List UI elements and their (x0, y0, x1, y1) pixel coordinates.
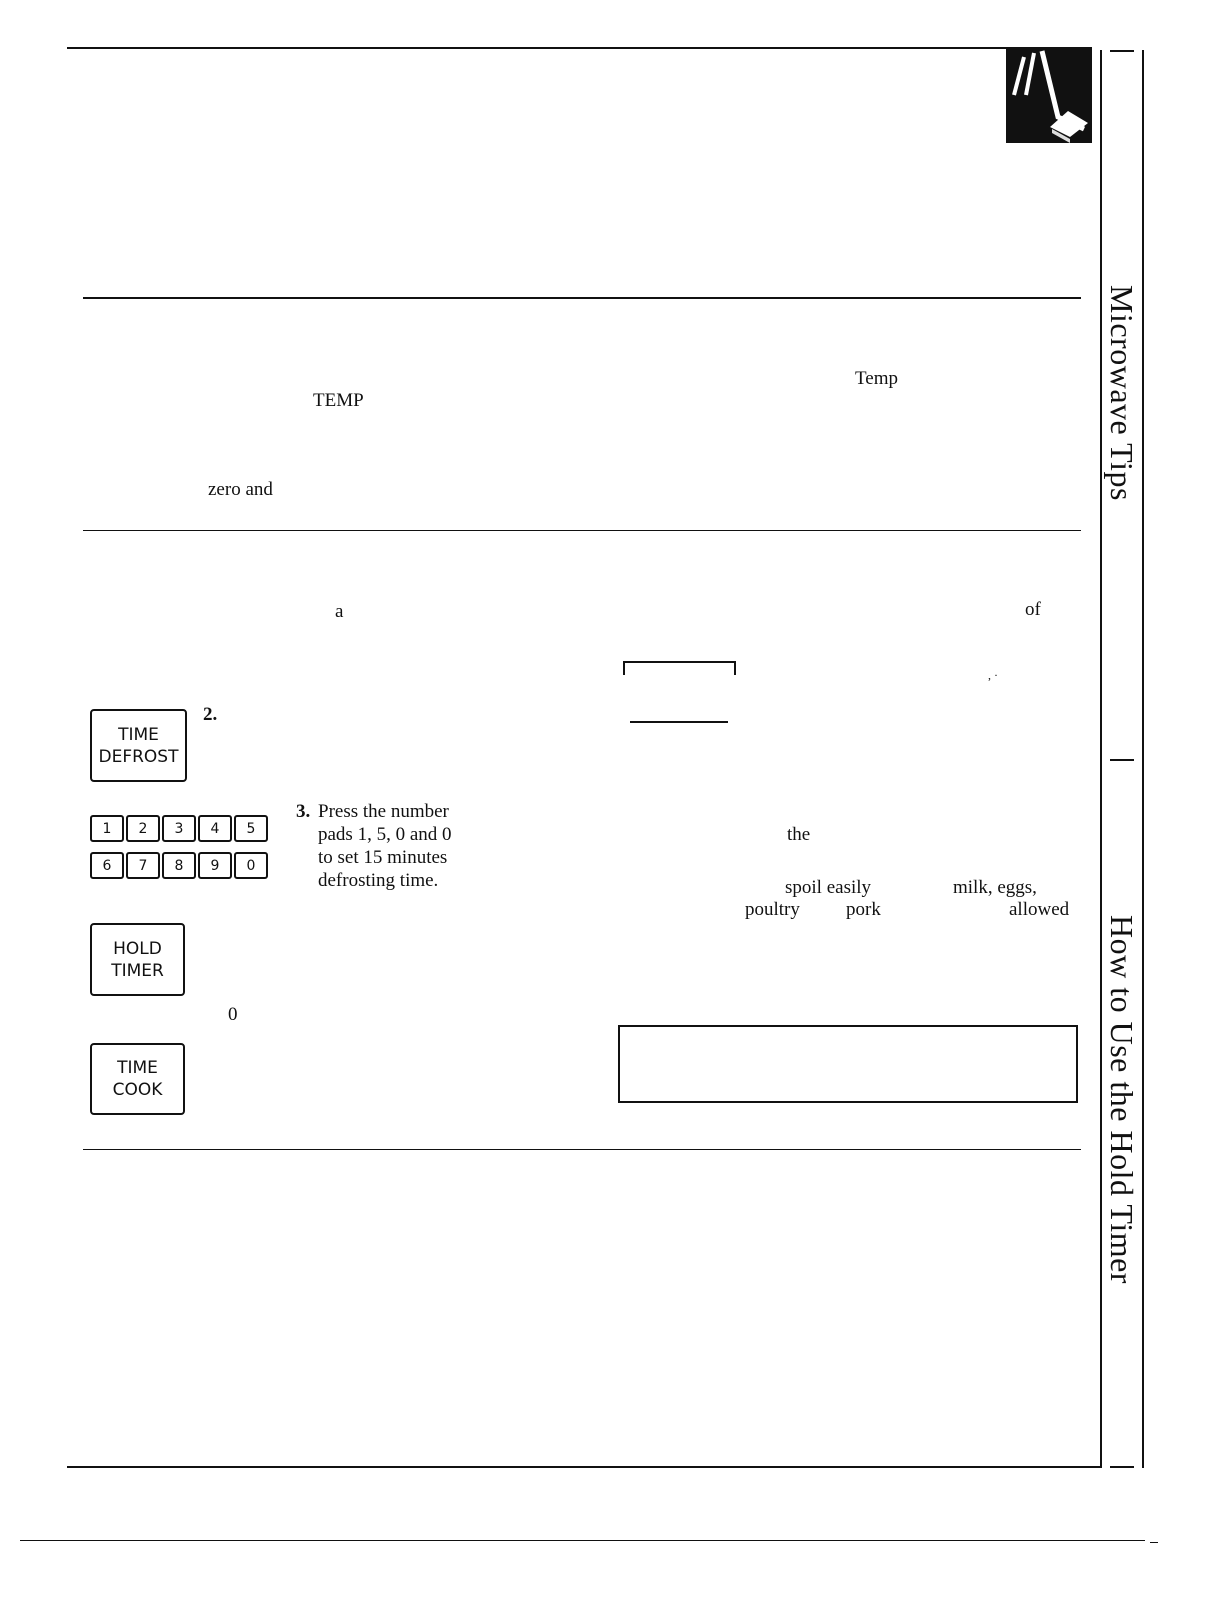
hand-pressing-pad-icon (1006, 47, 1092, 143)
section-rule (83, 297, 1081, 299)
text-fragment: allowed (1009, 899, 1070, 920)
sidebar-tick (1110, 759, 1134, 761)
sidebar-rule-right (1142, 50, 1144, 1468)
number-pad-key[interactable]: 7 (126, 852, 160, 879)
time-defrost-label-line2: DEFROST (98, 746, 179, 767)
text-fragment: pork (846, 899, 881, 920)
footer-mark (1150, 1542, 1158, 1543)
text-fragment: the (787, 824, 811, 845)
sidebar-rule (1100, 50, 1102, 1468)
step3-line: to set 15 minutes (318, 847, 448, 868)
display-underline (630, 721, 728, 723)
text-fragment: of (1025, 599, 1041, 620)
number-pad (90, 815, 270, 879)
text-fragment: a (335, 601, 344, 622)
text-fragment: 0 (228, 1004, 238, 1025)
sidebar-tick (1110, 50, 1134, 52)
text-fragment: spoil easily (785, 877, 872, 898)
step3-line: defrosting time. (318, 870, 439, 891)
time-cook-label-line2: COOK (112, 1080, 163, 1100)
hold-timer-label-line1: HOLD (113, 938, 162, 959)
footer-rule (20, 1540, 1145, 1541)
text-fragment: TEMP (313, 390, 364, 411)
hold-timer-pad[interactable] (90, 923, 185, 996)
step-number: 2. (203, 704, 218, 725)
sidebar-tick (1110, 1466, 1134, 1468)
text-fragment: , · (988, 668, 998, 682)
sidebar-title-hold-timer: How to Use the Hold Timer (1104, 915, 1140, 1284)
hold-timer-label-line2: TIMER (111, 960, 164, 981)
note-box (618, 1025, 1078, 1103)
number-pad-key[interactable]: 6 (90, 852, 124, 879)
step3-line: Press the number (318, 801, 449, 822)
number-pad-key[interactable]: 0 (234, 852, 268, 879)
time-defrost-label-line1: TIME (118, 724, 159, 745)
time-defrost-pad[interactable] (90, 709, 187, 782)
text-fragment: zero and (208, 479, 273, 500)
number-pad-key[interactable]: 8 (162, 852, 196, 879)
time-cook-pad[interactable] (90, 1043, 185, 1115)
bottom-rule (67, 1466, 1100, 1468)
sidebar-title-microwave-tips: Microwave Tips (1104, 285, 1140, 501)
text-fragment: Temp (855, 368, 898, 389)
step3-line: pads 1, 5, 0 and 0 (318, 824, 452, 845)
display-bracket (623, 661, 736, 675)
text-fragment: poultry (745, 899, 800, 920)
number-pad-key[interactable]: 2 (126, 815, 160, 842)
number-pad-key[interactable]: 9 (198, 852, 232, 879)
top-rule (67, 47, 1092, 49)
section-rule (83, 1149, 1081, 1150)
section-rule (83, 530, 1081, 531)
step-number: 3. (296, 801, 311, 822)
time-cook-label-line1: TIME (117, 1058, 158, 1078)
text-fragment: milk, eggs, (953, 877, 1037, 898)
number-pad-key[interactable]: 3 (162, 815, 196, 842)
number-pad-key[interactable]: 5 (234, 815, 268, 842)
number-pad-key[interactable]: 1 (90, 815, 124, 842)
number-pad-key[interactable]: 4 (198, 815, 232, 842)
